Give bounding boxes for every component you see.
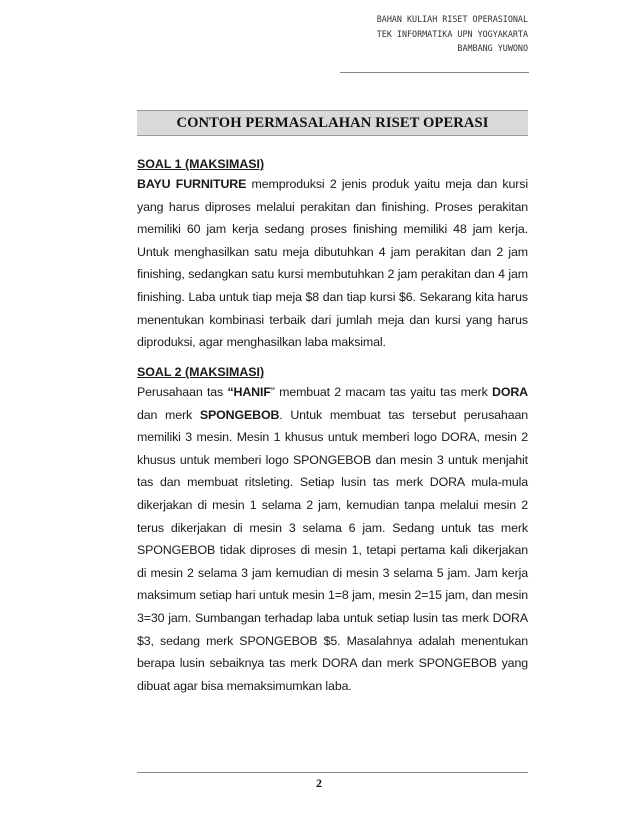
soal-1-company-name: BAYU FURNITURE	[137, 177, 247, 191]
running-header	[330, 12, 528, 56]
soal-1-paragraph	[137, 173, 528, 354]
soal-2-brand-spongebob: SPONGEBOB	[199, 407, 280, 422]
soal-2-text-4: . Untuk membuat tas tersebut perusahaan memiliki 3 mesin. Mesin 1 khusus untuk memberi logo DORA, mesin 2 khusus untuk memberi logo SPONGEBOB dan mesin 3 untuk menjahit tas dan membuat ritsleting. Setiap lusin tas merk DORA mula-mula dikerjakan di mesin 1 selama 2 jam, kemudian tanpa melalui mesin 2 terus dikerjakan di mesin 3 selama 6 jam. Sedang untuk tas merk SPONGEBOB tidak diproses di mesin 1, tetapi pertama kali dikerjakan di mesin 2 selama 3 jam kemudian di mesin 3 selama 5 jam. Jam kerja maksimum setiap hari untuk mesin 1=8 jam, mesin 2=15 jam, dan mesin 3=30 jam. Sumbangan terhadap laba untuk setiap lusin tas merk DORA $3, sedang merk SPONGEBOB $5. Masalahnya adalah menentukan berapa lusin sebaiknya tas merk DORA dan merk SPONGEBOB yang dibuat agar bisa memaksimumkan laba.	[137, 407, 529, 693]
soal-1-heading: SOAL 1 (MAKSIMASI)	[137, 157, 265, 171]
soal-2-text-3: dan merk	[137, 407, 200, 422]
soal-2-section	[137, 363, 528, 697]
soal-2-heading: SOAL 2 (MAKSIMASI)	[137, 365, 265, 379]
page-title: CONTOH PERMASALAHAN RISET OPERASI	[176, 115, 489, 131]
header-rule	[340, 72, 529, 73]
footer-rule	[137, 772, 528, 773]
soal-2-company-name: “HANIF	[227, 385, 271, 399]
header-department: TEK INFORMATIKA UPN YOGYAKARTA	[376, 28, 528, 39]
header-author: BAMBANG YUWONO	[457, 43, 528, 53]
soal-2-paragraph	[137, 381, 528, 697]
page-number: 2	[316, 776, 322, 790]
soal-2-text-1: Perusahaan tas	[137, 385, 228, 399]
soal-1-section	[137, 155, 528, 354]
soal-2-text-2: ” membuat 2 macam tas yaitu tas merk	[270, 385, 492, 399]
title-banner	[137, 110, 528, 136]
soal-2-brand-dora: DORA	[491, 385, 528, 399]
header-course: BAHAN KULIAH RISET OPERASIONAL	[376, 14, 528, 24]
soal-1-body: memproduksi 2 jenis produk yaitu meja dan kursi yang harus diproses melalui perakitan dan finishing. Proses perakitan memiliki 60 jam kerja sedang proses finishing memiliki 48 jam kerja. Untuk menghasilkan satu meja dibutuhkan 4 jam perakitan dan 2 jam finishing, sedangkan satu kursi membutuhkan 2 jam perakitan dan 4 jam finishing. Laba untuk tiap meja $8 dan tiap kursi $6. Sekarang kita harus menentukan kombinasi terbaik dari jumlah meja dan kursi yang harus diproduksi, agar menghasilkan laba maksimal.	[137, 177, 528, 350]
